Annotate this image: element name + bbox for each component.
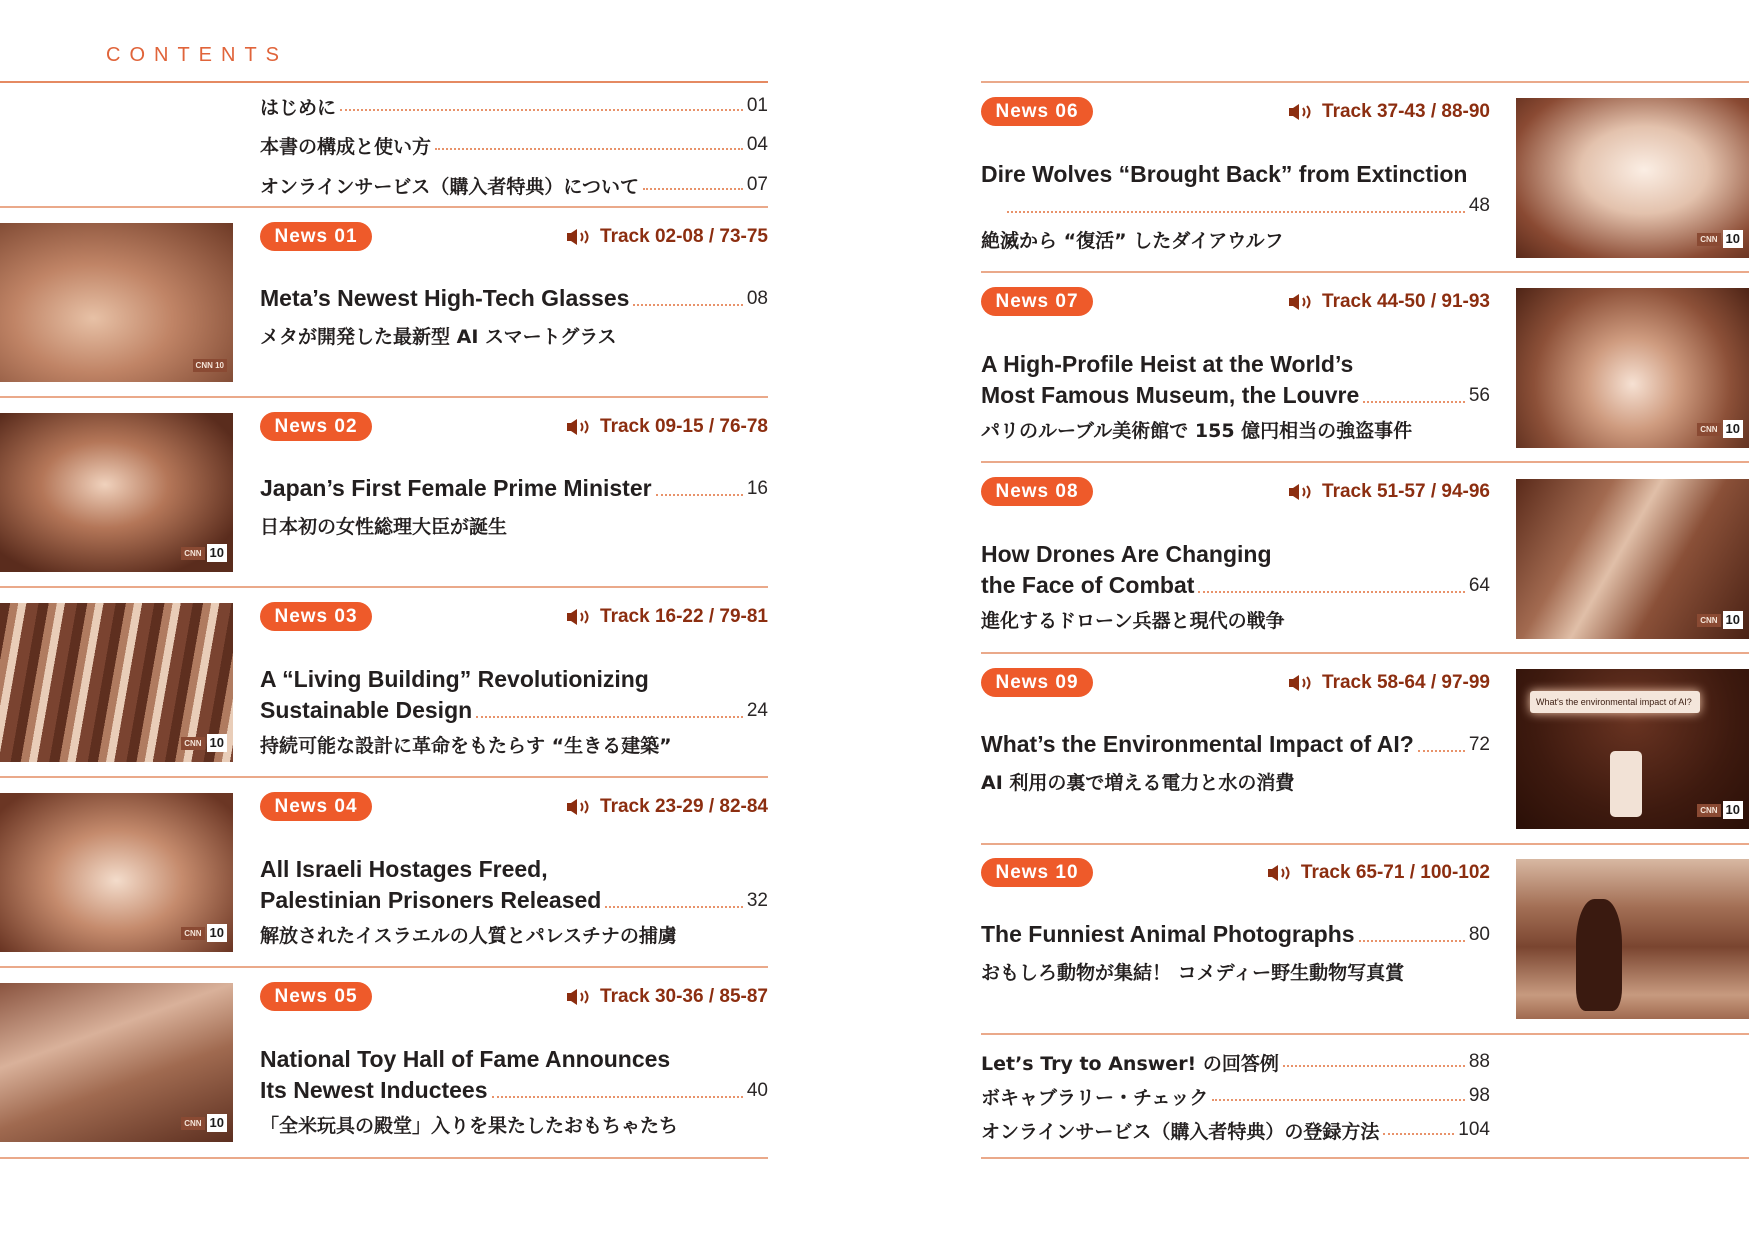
news-entry-04[interactable] (260, 792, 768, 962)
news-title: What’s the Environmental Impact of AI? (981, 731, 1414, 757)
news-title: Japan’s First Female Prime Minister (260, 475, 652, 501)
track-info: Track 16-22 / 79-81 (566, 602, 768, 631)
speaker-icon (566, 798, 592, 816)
track-info: Track 58-64 / 97-99 (1288, 668, 1490, 697)
track-info: Track 65-71 / 100-102 (1267, 858, 1490, 887)
page-number: 08 (746, 288, 768, 309)
page-number: 64 (1468, 575, 1490, 596)
page-number: 16 (746, 478, 768, 499)
toc-item-registration[interactable] (981, 1115, 1490, 1145)
news-thumbnail (1516, 98, 1749, 258)
news-badge: News 05 (260, 982, 372, 1011)
toc-item-introduction[interactable] (260, 91, 768, 121)
dot-leader (1198, 591, 1464, 593)
divider (0, 966, 768, 968)
divider (981, 81, 1749, 83)
animal-silhouette (1576, 899, 1622, 1011)
page-number: 07 (746, 174, 768, 195)
divider (981, 652, 1749, 654)
news-title: All Israeli Hostages Freed, (260, 856, 548, 882)
news-title: Palestinian Prisoners Released (260, 887, 602, 913)
speaker-icon (566, 418, 592, 436)
dot-leader (1359, 940, 1465, 942)
track-info: Track 23-29 / 82-84 (566, 792, 768, 821)
page-number: 48 (1468, 195, 1490, 216)
news-thumbnail (1516, 479, 1749, 639)
page-number: 56 (1468, 385, 1490, 406)
divider (981, 843, 1749, 845)
toc-item-label: ボキャブラリー・チェック (981, 1086, 1209, 1109)
news-badge: News 07 (981, 287, 1093, 316)
news-thumbnail (0, 223, 233, 382)
news-entry-06[interactable] (981, 97, 1490, 267)
dot-leader (340, 109, 743, 111)
toc-item-answers[interactable] (981, 1047, 1490, 1077)
news-subtitle-jp: メタが開発した最新型 AI スマートグラス (260, 326, 617, 348)
dot-leader (435, 148, 743, 150)
news-subtitle-jp: 持続可能な設計に革命をもたらす “生きる建築” (260, 735, 672, 757)
divider (0, 776, 768, 778)
track-info: Track 09-15 / 76-78 (566, 412, 768, 441)
page-number: 72 (1468, 734, 1490, 755)
divider (0, 586, 768, 588)
divider (0, 1157, 768, 1159)
speaker-icon (1288, 293, 1314, 311)
news-entry-05[interactable] (260, 982, 768, 1152)
news-subtitle-jp: パリのルーブル美術館で 155 億円相当の強盗事件 (981, 420, 1413, 442)
news-title: National Toy Hall of Fame Announces (260, 1046, 671, 1072)
news-thumbnail (1516, 859, 1749, 1019)
phone-graphic (1610, 751, 1642, 817)
news-entry-02[interactable] (260, 412, 768, 582)
news-title: A “Living Building” Revolutionizing (260, 666, 649, 692)
dot-leader (1363, 401, 1465, 403)
dot-leader (476, 716, 743, 718)
news-entry-07[interactable] (981, 287, 1490, 457)
news-thumbnail (0, 983, 233, 1142)
news-thumbnail (0, 413, 233, 572)
page-number: 32 (746, 890, 768, 911)
page-number: 88 (1468, 1051, 1490, 1072)
speaker-icon (566, 228, 592, 246)
page-number: 01 (746, 95, 768, 116)
news-thumbnail (0, 603, 233, 762)
cnn10-logo: CNN 10 (181, 1114, 227, 1132)
news-subtitle-jp: AI 利用の裏で増える電力と水の消費 (981, 772, 1295, 794)
news-badge: News 06 (981, 97, 1093, 126)
toc-item-online-service[interactable] (260, 170, 768, 200)
toc-item-label: 本書の構成と使い方 (260, 135, 432, 158)
divider (981, 461, 1749, 463)
page-number: 80 (1468, 924, 1490, 945)
news-title: the Face of Combat (981, 572, 1195, 598)
cnn10-logo: CNN 10 (193, 359, 227, 372)
dot-leader (492, 1096, 743, 1098)
news-badge: News 09 (981, 668, 1093, 697)
speaker-icon (1267, 864, 1293, 882)
toc-item-label: オンラインサービス（購入者特典）について (260, 175, 640, 198)
divider (0, 396, 768, 398)
dot-leader (643, 188, 743, 190)
dot-leader (1283, 1065, 1465, 1067)
cnn10-logo: CNN 10 (181, 924, 227, 942)
news-entry-03[interactable] (260, 602, 768, 772)
cnn10-logo: CNN 10 (1697, 611, 1743, 629)
news-subtitle-jp: 絶滅から “復活” したダイアウルフ (981, 230, 1284, 252)
news-title: The Funniest Animal Photographs (981, 921, 1355, 947)
news-title: A High-Profile Heist at the World’s (981, 351, 1354, 377)
toc-item-label: はじめに (260, 96, 337, 119)
track-info: Track 37-43 / 88-90 (1288, 97, 1490, 126)
dot-leader (1418, 750, 1465, 752)
news-badge: News 01 (260, 222, 372, 251)
news-badge: News 08 (981, 477, 1093, 506)
track-info: Track 44-50 / 91-93 (1288, 287, 1490, 316)
thumbnail-prompt-box: What's the environmental impact of AI? (1530, 691, 1700, 713)
contents-heading: CONTENTS (106, 44, 288, 66)
cnn10-logo: CNN 10 (1697, 230, 1743, 248)
page-number: 40 (746, 1080, 768, 1101)
speaker-icon (566, 988, 592, 1006)
divider (981, 1157, 1749, 1159)
track-info: Track 02-08 / 73-75 (566, 222, 768, 251)
news-title: Sustainable Design (260, 697, 473, 723)
news-entry-08[interactable] (981, 477, 1490, 647)
news-title: How Drones Are Changing (981, 541, 1272, 567)
news-entry-09[interactable] (981, 668, 1490, 838)
news-title: Dire Wolves “Brought Back” from Extinction (981, 161, 1468, 187)
news-entry-01[interactable] (260, 222, 768, 392)
news-thumbnail (0, 793, 233, 952)
speaker-icon (566, 608, 592, 626)
cnn10-logo: CNN 10 (181, 544, 227, 562)
divider (0, 206, 768, 208)
toc-item-how-to-use[interactable] (260, 130, 768, 160)
news-subtitle-jp: 日本初の女性総理大臣が誕生 (260, 516, 508, 538)
news-badge: News 04 (260, 792, 372, 821)
news-subtitle-jp: おもしろ動物が集結！ コメディー野生動物写真賞 (981, 962, 1405, 984)
cnn10-logo: CNN 10 (181, 734, 227, 752)
page-number: 98 (1468, 1085, 1490, 1106)
divider (0, 81, 768, 83)
track-info: Track 51-57 / 94-96 (1288, 477, 1490, 506)
cnn10-logo: CNN 10 (1697, 801, 1743, 819)
news-subtitle-jp: 進化するドローン兵器と現代の戦争 (981, 610, 1285, 632)
toc-item-vocabulary[interactable] (981, 1081, 1490, 1111)
news-badge: News 10 (981, 858, 1093, 887)
news-subtitle-jp: 「全米玩具の殿堂」入りを果たしたおもちゃたち (260, 1115, 679, 1137)
news-title: Most Famous Museum, the Louvre (981, 382, 1360, 408)
news-subtitle-jp: 解放されたイスラエルの人質とパレスチナの捕虜 (260, 925, 677, 947)
divider (981, 271, 1749, 273)
news-badge: News 03 (260, 602, 372, 631)
page-number: 104 (1458, 1119, 1490, 1140)
dot-leader (1007, 211, 1465, 213)
speaker-icon (1288, 674, 1314, 692)
news-badge: News 02 (260, 412, 372, 441)
news-title: Its Newest Inductees (260, 1077, 488, 1103)
dot-leader (656, 494, 743, 496)
news-title: Meta’s Newest High-Tech Glasses (260, 285, 630, 311)
dot-leader (1212, 1099, 1464, 1101)
page-number: 04 (746, 134, 768, 155)
news-thumbnail (1516, 288, 1749, 448)
speaker-icon (1288, 103, 1314, 121)
page-number: 24 (746, 700, 768, 721)
news-entry-10[interactable] (981, 858, 1490, 1028)
track-info: Track 30-36 / 85-87 (566, 982, 768, 1011)
dot-leader (605, 906, 743, 908)
speaker-icon (1288, 483, 1314, 501)
cnn10-logo: CNN 10 (1697, 420, 1743, 438)
news-thumbnail (1516, 669, 1749, 829)
toc-item-label: Let’s Try to Answer! の回答例 (981, 1052, 1279, 1075)
dot-leader (633, 304, 742, 306)
divider (981, 1033, 1749, 1035)
dot-leader (1383, 1133, 1454, 1135)
toc-item-label: オンラインサービス（購入者特典）の登録方法 (981, 1120, 1380, 1143)
